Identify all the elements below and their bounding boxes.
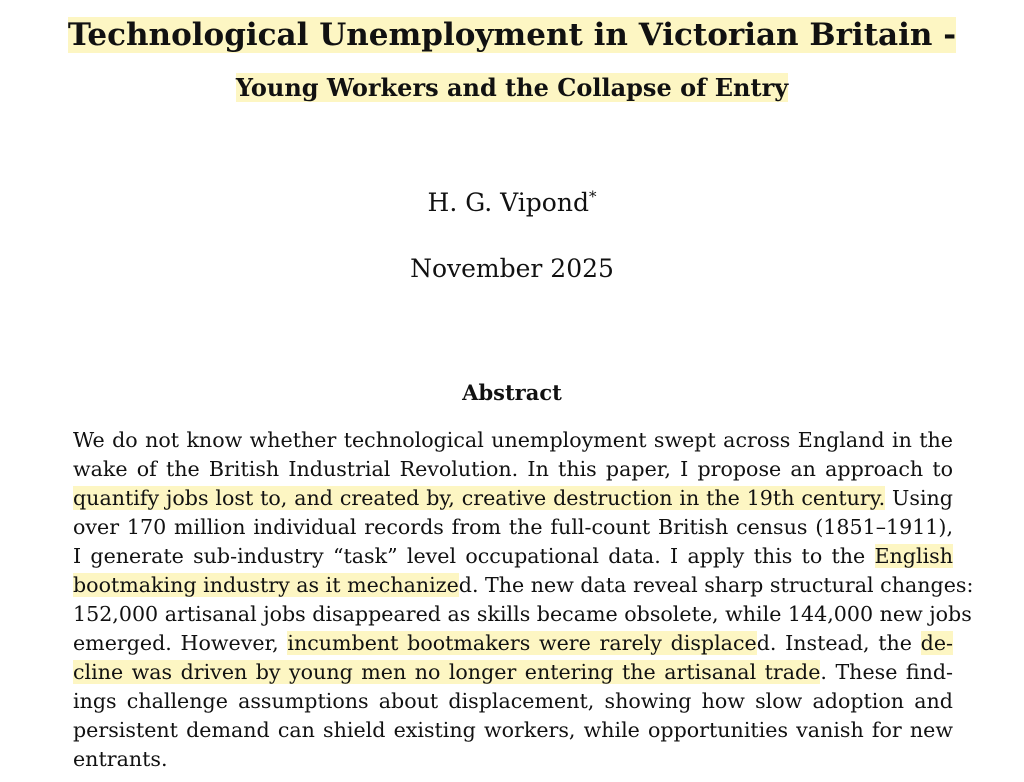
author-name: H. G. Vipond — [427, 188, 589, 217]
abstract-heading: Abstract — [462, 380, 562, 405]
abstract-text: . These find- — [820, 660, 953, 684]
abstract-highlight: English — [874, 544, 953, 568]
abstract-text: ings challenge assumptions about displacement, showing how slow adoption and — [73, 689, 953, 713]
abstract-line-1 — [73, 426, 953, 455]
abstract-line-12 — [73, 745, 953, 774]
abstract-text: 152,000 artisanal jobs disappeared as skills became obsolete, while 144,000 new jobs — [73, 602, 972, 626]
author-footnote-marker[interactable]: * — [588, 187, 597, 206]
abstract-line-3 — [73, 484, 953, 513]
author-line — [0, 186, 1024, 220]
abstract-line-10 — [73, 687, 953, 716]
abstract-line-2 — [73, 455, 953, 484]
abstract-line-4 — [73, 513, 953, 542]
abstract-line-5 — [73, 542, 953, 571]
abstract-text: d. Instead, the — [756, 631, 921, 655]
abstract-text: over 170 million individual records from the full-count British census (1851–1911), — [73, 515, 953, 539]
title-highlight: Technological Unemployment in Victorian Britain - — [67, 17, 957, 53]
abstract-highlight: quantify jobs lost to, and created by, creative destruction in the 19th century. — [73, 486, 886, 510]
abstract-text: persistent demand can shield existing workers, while opportunities vanish for new — [73, 718, 953, 742]
paper-subtitle — [0, 71, 1024, 105]
abstract-text: We do not know whether technological unemployment swept across England in the — [73, 428, 953, 452]
abstract-text: entrants. — [73, 747, 168, 771]
abstract-highlight: incumbent bootmakers were rarely displace — [287, 631, 757, 655]
abstract-line-8 — [73, 629, 953, 658]
abstract-highlight: de- — [920, 631, 953, 655]
abstract-text: wake of the British Industrial Revolution. In this paper, I propose an approach to — [73, 457, 953, 481]
subtitle-highlight: Young Workers and the Collapse of Entry — [235, 73, 789, 102]
abstract-line-9 — [73, 658, 953, 687]
abstract-line-6 — [73, 571, 974, 600]
abstract-text: d. The new data reveal sharp structural changes: — [458, 573, 974, 597]
abstract-highlight: bootmaking industry as it mechanize — [73, 573, 459, 597]
abstract-line-7 — [73, 600, 972, 629]
abstract-line-11 — [73, 716, 953, 745]
abstract-text: I generate sub-industry “task” level occupational data. I apply this to the — [73, 544, 875, 568]
abstract-body — [73, 426, 974, 774]
abstract-highlight: cline was driven by young men no longer entering the artisanal trade — [73, 660, 821, 684]
abstract-text: Using — [885, 486, 953, 510]
publication-date: November 2025 — [410, 254, 614, 283]
abstract-text: emerged. However, — [73, 631, 288, 655]
paper-title — [0, 14, 1024, 56]
